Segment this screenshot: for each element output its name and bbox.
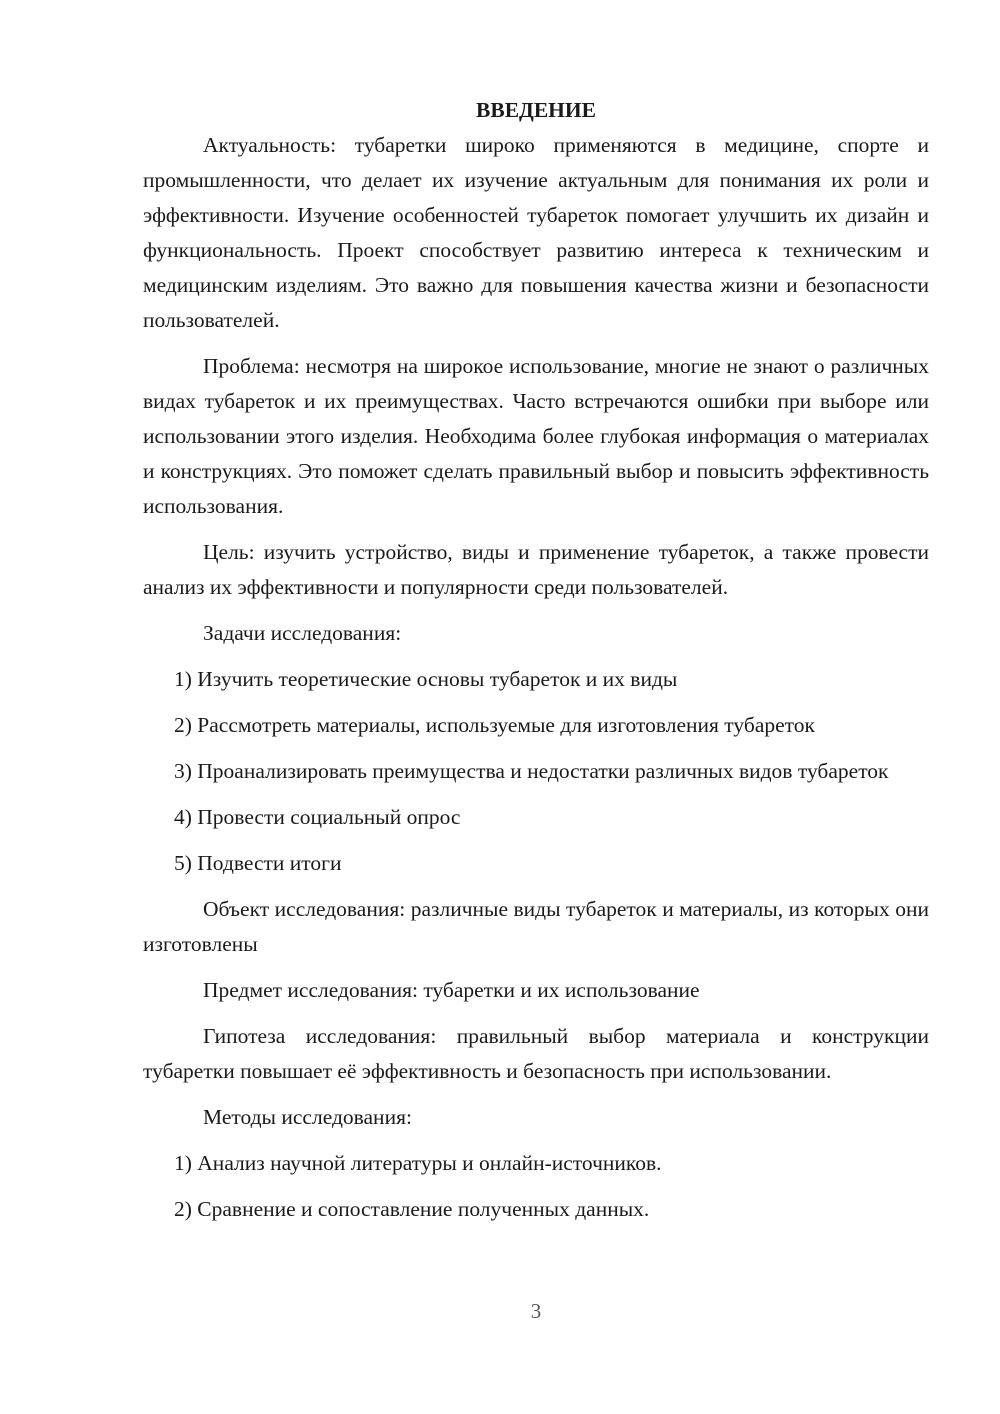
paragraph-goal: Цель: изучить устройство, виды и применение тубареток, а также провести анализ их эффективности и популярности среди пользователей. [143,540,929,599]
paragraph-relevance: Актуальность: тубаретки широко применяются в медицине, спорте и промышленности, что делает их изучение актуальным для понимания их роли и эффективности. Изучение особенностей тубареток помогает улучшить их дизайн и функциональность. Проект способствует развитию интереса к техническим и медицинским изделиям. Это важно для повышения качества жизни и безопасности пользователей. [143,133,929,332]
method-item: 2) Сравнение и сопоставление полученных данных. [174,1197,650,1221]
tasks-heading: Задачи исследования: [203,621,402,645]
paragraph-subject: Предмет исследования: тубаретки и их использование [203,978,700,1002]
paragraph-object: Объект исследования: различные виды тубареток и материалы, из которых они изготовлены [143,897,929,956]
page-content [143,93,929,1227]
methods-heading: Методы исследования: [203,1105,412,1129]
task-item: 3) Проанализировать преимущества и недостатки различных видов тубареток [174,759,889,783]
task-item: 2) Рассмотреть материалы, используемые для изготовления тубареток [174,713,815,737]
method-item: 1) Анализ научной литературы и онлайн-источников. [174,1151,662,1175]
task-item: 4) Провести социальный опрос [174,805,461,829]
task-item: 1) Изучить теоретические основы тубареток и их виды [174,667,678,691]
page-number: 3 [530,1299,542,1323]
paragraph-hypothesis: Гипотеза исследования: правильный выбор материала и конструкции тубаретки повышает её эффективность и безопасность при использовании. [143,1024,929,1083]
task-item: 5) Подвести итоги [174,851,342,875]
paragraph-problem: Проблема: несмотря на широкое использование, многие не знают о различных видах тубареток и их преимуществах. Часто встречаются ошибки при выборе или использовании этого изделия. Необходима более глубокая информация о материалах и конструкциях. Это поможет сделать правильный выбор и повысить эффективность использования. [143,354,929,518]
page-title: ВВЕДЕНИЕ [476,98,596,122]
